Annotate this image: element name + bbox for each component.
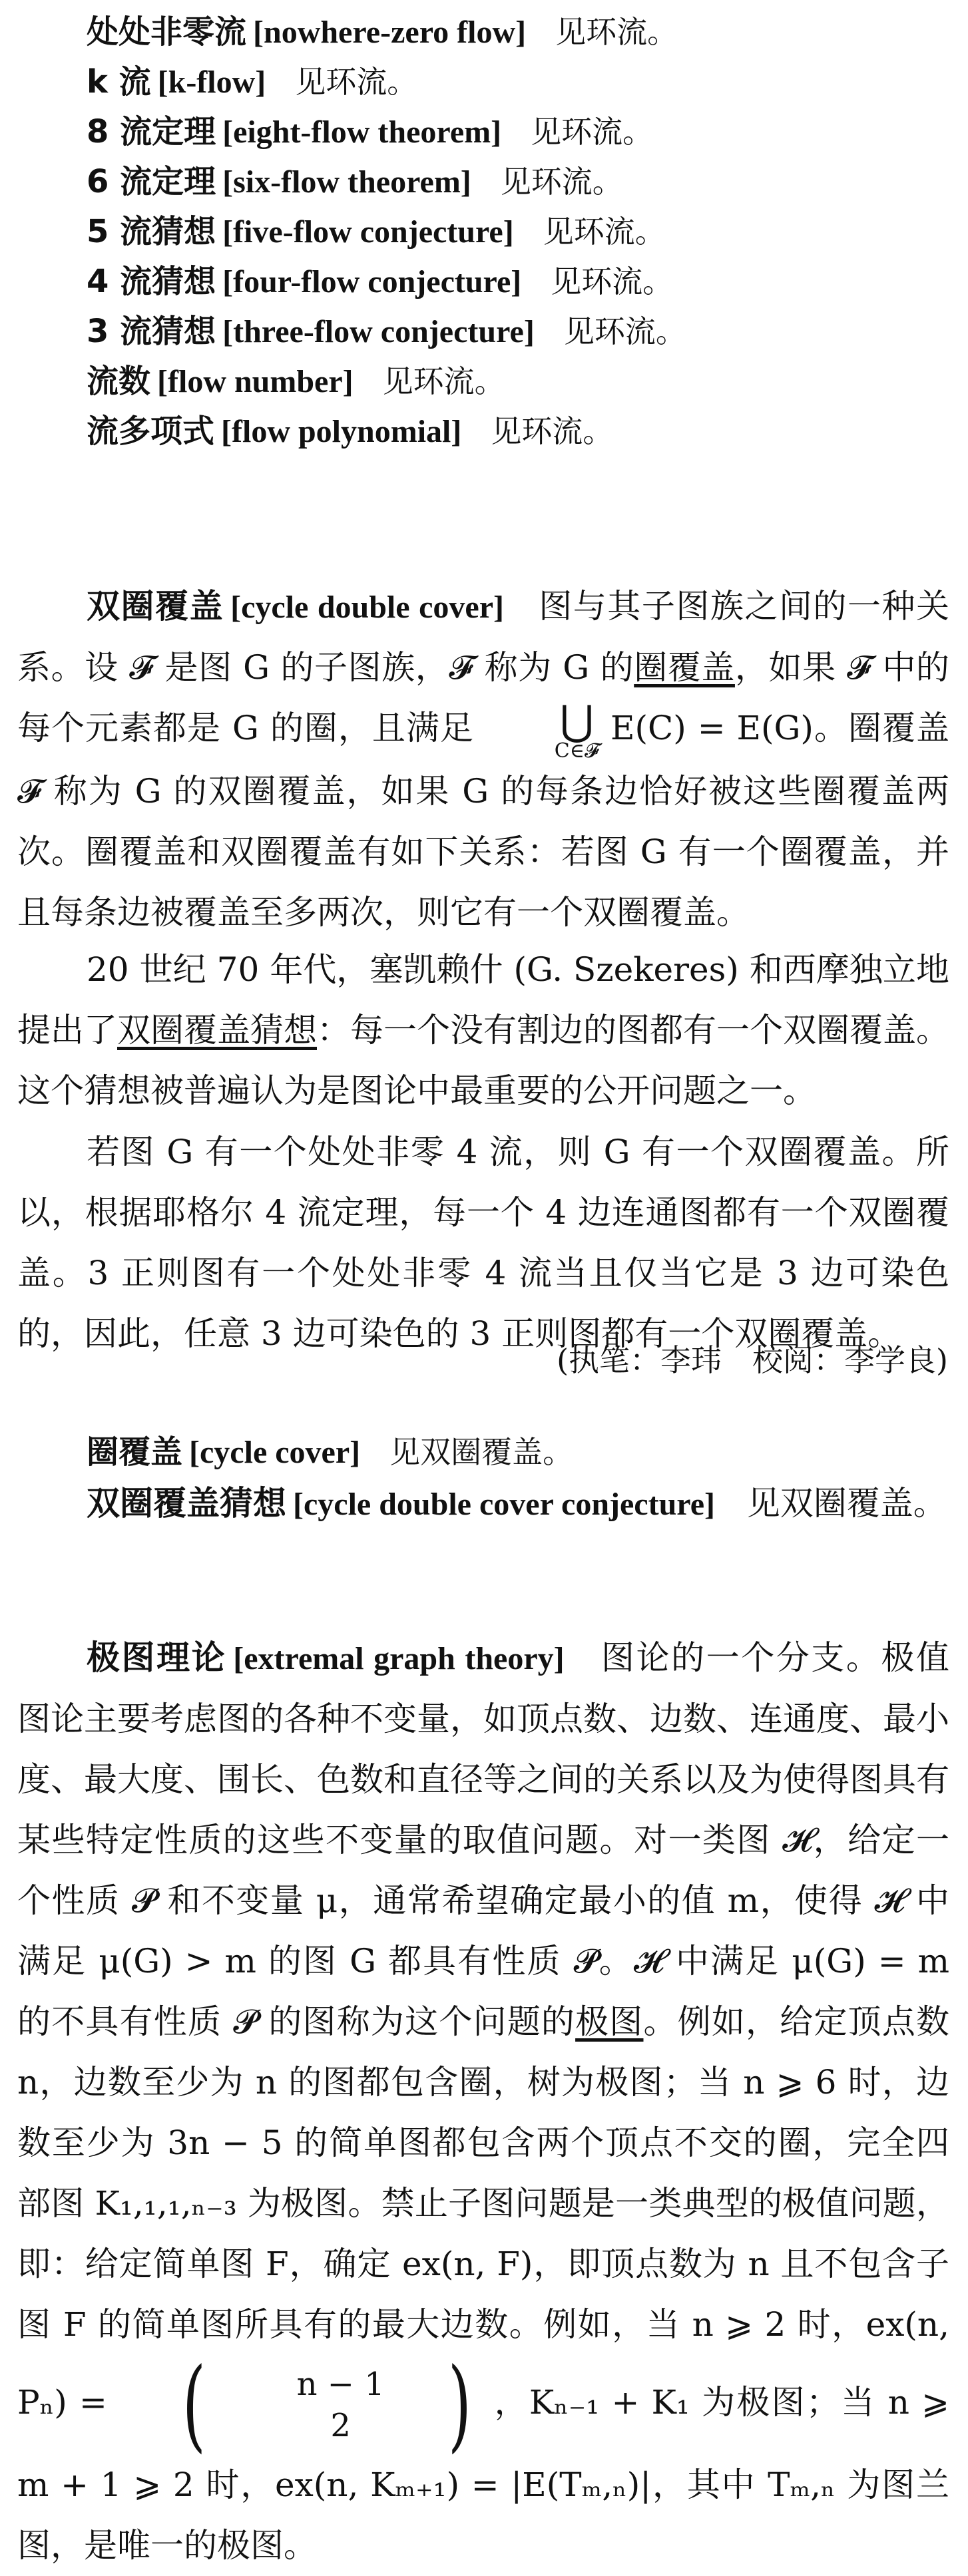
see-entry	[87, 361, 505, 402]
cdc-paragraph-3: 若图 G 有一个处处非零 4 流，则 G 有一个双圈覆盖。所以，根据耶格尔 4 流定理，每一个 4 边连通图都有一个双圈覆盖。3 正则图有一个处处非零 4 流当且仅当它是 3 边可染色的，因此，任意 3 边可染色的 3 正则图都有一个双圈覆盖。	[17, 1133, 949, 1353]
cdc-p2-b: ：每一个没有割边的图都有一个双圈覆盖。这个猜想被普遍认为是图论中最重要的公开问题之一。	[17, 1011, 949, 1110]
entry-term: 处处非零流	[87, 13, 247, 51]
entry-english: [nowhere-zero flow]	[253, 15, 527, 50]
entry-english: [six-flow theorem]	[222, 164, 471, 200]
see-entry	[87, 12, 678, 53]
entry-english: [three-flow conjecture]	[222, 314, 535, 349]
see-reference[interactable]: 见环流。	[543, 214, 666, 250]
entry-english: [flow number]	[157, 364, 354, 399]
cdc-text-c: E(C) = E(G)。圈覆盖 𝓕 称为 G 的双圈覆盖，如果 G 的每条边恰好被这些圈覆盖两次。圈覆盖和双圈覆盖有如下关系：若图 G 有一个圈覆盖，并且每条边被覆盖至多两次，则它有一个双圈覆盖。	[17, 709, 949, 932]
see-entry	[87, 311, 686, 352]
see-entry	[87, 262, 673, 302]
entry-term: 双圈覆盖	[87, 587, 224, 626]
entry-term: 双圈覆盖猜想	[87, 1484, 286, 1523]
entry-term: 5 流猜想	[87, 213, 216, 250]
entry-term: 8 流定理	[87, 113, 216, 150]
binom-top: n − 1	[296, 2366, 385, 2403]
egt-text-b: 。例如，给定顶点数 n，边数至少为 n 的图都包含圈，树为极图；当 n ⩾ 6 时，边数至少为 3n − 5 的简单图都包含两个顶点不交的圈，完全四部图 K₁,₁,₁,ₙ₋₃ 为极图。禁止子图问题是一类典型的极值问题，即：给定简单图 F，确定 ex(n, F)，即顶点数为 n 且不包含子图 F 的简单图所具有的最大边数。例如，当 n ⩾ 2 时，ex(n, Pₙ) =	[17, 2002, 950, 2422]
right-paren: )	[447, 2347, 471, 2463]
entry-english: [cycle double cover]	[230, 590, 504, 625]
egt-text-a: 图论的一个分支。极值图论主要考虑图的各种不变量，如顶点数、边数、连通度、最小度、最大度、围长、色数和直径等之间的关系以及为使得图具有某些特定性质的这些不变量的取值问题。对一类图 𝓗，给定一个性质 𝓟 和不变量 μ，通常希望确定最小的值 m，使得 𝓗 中满足 μ(G) > m 的图 G 都具有性质 𝓟。𝓗 中满足 μ(G) = m 的不具有性质 𝓟 的图称为这个问题的	[17, 1638, 950, 2041]
entry-term: 流数	[87, 363, 151, 400]
entry-term: 4 流猜想	[87, 263, 216, 300]
see-entry	[87, 112, 653, 152]
see-reference[interactable]: 见环流。	[382, 363, 505, 399]
binomial	[228, 2364, 385, 2446]
entry-term: 圈覆盖	[87, 1433, 183, 1471]
union-subscript: C∈𝓕	[554, 739, 600, 763]
see-reference[interactable]: 见环流。	[563, 313, 686, 349]
see-entry	[87, 212, 666, 252]
cdc-conjecture-link[interactable]: 双圈覆盖猜想	[117, 1011, 317, 1049]
see-entry-cdc-conjecture	[17, 1479, 949, 1529]
cdc-paragraph-2	[17, 940, 949, 1121]
cdc-p2-a: 20 世纪 70 年代，塞凯赖什 (G. Szekeres) 和西摩独立地提出了	[17, 950, 949, 1049]
see-reference[interactable]: 见环流。	[531, 114, 654, 150]
entry-english: [four-flow conjecture]	[222, 264, 522, 299]
entry-english: [eight-flow theorem]	[222, 114, 502, 150]
entry-term: k 流	[87, 63, 151, 100]
cdc-text-a: 图与其子图族之间的一种关系。设 𝓕 是图 G 的子图族，𝓕 称为 G 的	[17, 587, 949, 687]
see-entry	[87, 411, 613, 452]
egt-text-c: ，Kₙ₋₁ + K₁ 为极图；当 n ⩾ m + 1 ⩾ 2 时，ex(n, Kₘ₊₁) = |E(Tₘ,ₙ)|，其中 Tₘ,ₙ 为图兰图，是唯一的极图。	[17, 2383, 949, 2565]
entry-english: [flow polynomial]	[221, 414, 462, 449]
cdc-text-b: ，如果 𝓕 中的每个元素都是 G 的圈，且满足	[17, 648, 950, 747]
see-reference[interactable]: 见环流。	[555, 14, 678, 50]
entry-term: 极图理论	[87, 1638, 227, 1677]
left-paren: (	[182, 2347, 206, 2463]
see-reference[interactable]: 见环流。	[491, 413, 614, 449]
entry-term: 流多项式	[87, 413, 215, 450]
egt-paragraph	[17, 1628, 949, 2576]
see-entry	[87, 162, 623, 202]
see-reference[interactable]: 见环流。	[295, 64, 418, 100]
entry-english: [extremal graph theory]	[233, 1641, 565, 1676]
entry-term: 6 流定理	[87, 163, 216, 200]
union-symbol: ⋃ C∈𝓕	[485, 700, 599, 761]
see-entry	[87, 62, 417, 102]
entry-english: [cycle double cover conjecture]	[293, 1487, 716, 1522]
signature: (执笔：李玮 校阅：李学良)	[557, 1342, 948, 1378]
see-reference[interactable]: 见环流。	[500, 164, 623, 200]
see-reference[interactable]: 见环流。	[551, 264, 674, 299]
cycle-cover-link[interactable]: 圈覆盖	[634, 648, 735, 687]
see-reference[interactable]: 见双圈覆盖。	[389, 1434, 574, 1470]
entry-english: [k-flow]	[157, 65, 266, 100]
see-reference[interactable]: 见双圈覆盖。	[746, 1484, 947, 1523]
see-entry-cycle-cover	[87, 1432, 573, 1473]
entry-term: 3 流猜想	[87, 313, 216, 350]
cdc-paragraph-1	[17, 576, 949, 943]
binom-bottom: 2	[330, 2407, 351, 2444]
entry-english: [five-flow conjecture]	[222, 214, 514, 250]
extremal-graph-link[interactable]: 极图	[575, 2002, 644, 2041]
entry-english: [cycle cover]	[189, 1435, 361, 1470]
